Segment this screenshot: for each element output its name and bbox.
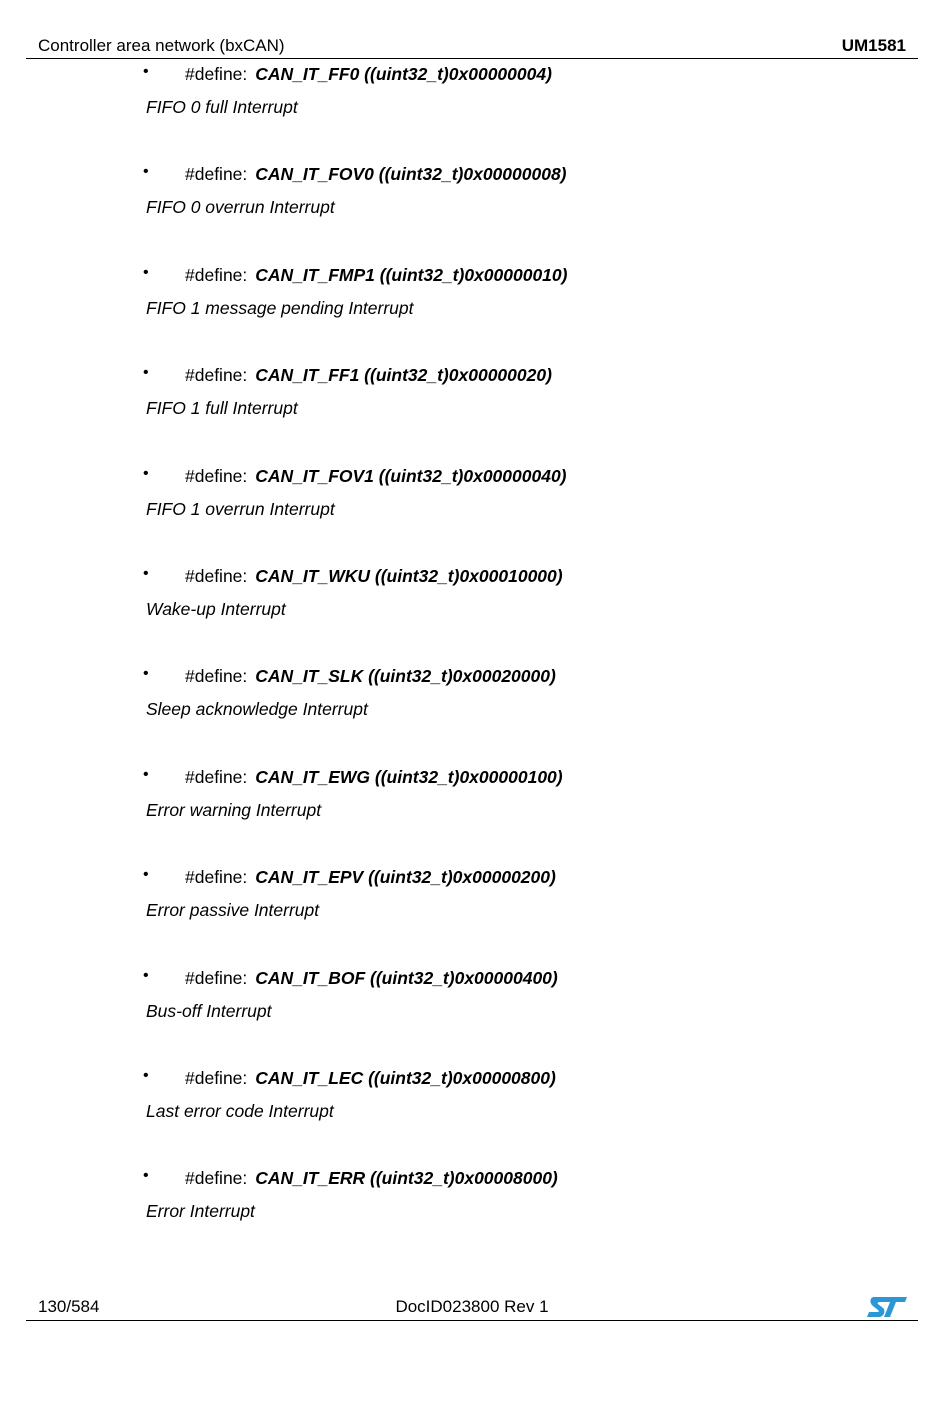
macro-definition: CAN_IT_ERR ((uint32_t)0x00008000) <box>255 1168 558 1189</box>
define-line <box>185 365 552 386</box>
bullet-icon: • <box>143 665 149 683</box>
bullet-icon: • <box>143 63 149 80</box>
page-header <box>26 34 918 59</box>
macro-description: Bus-off Interrupt <box>146 1000 272 1021</box>
page-number: 130/584 <box>38 1297 100 1316</box>
st-logo-icon <box>866 1296 908 1318</box>
define-keyword: #define: <box>185 365 248 386</box>
define-keyword: #define: <box>185 1068 248 1088</box>
macro-description: Error warning Interrupt <box>146 799 322 820</box>
macro-definition: CAN_IT_FF1 ((uint32_t)0x00000020) <box>255 365 552 386</box>
define-entry <box>0 460 950 540</box>
bullet-icon: • <box>143 966 149 984</box>
macro-definition: CAN_IT_FMP1 ((uint32_t)0x00000010) <box>255 264 568 285</box>
macro-definition: CAN_IT_FOV0 ((uint32_t)0x00000008) <box>255 164 567 185</box>
define-entry <box>0 58 950 138</box>
bullet-icon: • <box>143 263 149 281</box>
macro-description: FIFO 0 overrun Interrupt <box>146 197 335 218</box>
define-keyword: #define: <box>185 967 248 988</box>
define-keyword: #define: <box>185 264 248 285</box>
bullet-icon: • <box>143 765 149 783</box>
macro-definition: CAN_IT_FOV1 ((uint32_t)0x00000040) <box>255 465 567 486</box>
define-entry <box>0 861 950 941</box>
macro-description: Sleep acknowledge Interrupt <box>146 699 368 720</box>
define-keyword: #define: <box>185 666 248 687</box>
define-line <box>185 1168 558 1189</box>
define-line <box>185 164 567 185</box>
define-line <box>185 968 558 989</box>
define-keyword: #define: <box>185 566 248 586</box>
define-line <box>185 1068 556 1089</box>
define-entry <box>0 359 950 439</box>
page-footer <box>26 1296 918 1321</box>
define-entry <box>0 158 950 238</box>
macro-description: Error Interrupt <box>146 1201 255 1222</box>
macro-description: Last error code Interrupt <box>146 1101 334 1121</box>
macro-description: Wake-up Interrupt <box>146 599 286 619</box>
define-entry <box>0 259 950 339</box>
define-entry <box>0 962 950 1042</box>
bullet-icon: • <box>143 364 149 382</box>
define-line <box>185 867 556 888</box>
bullet-icon: • <box>143 565 149 582</box>
define-keyword: #define: <box>185 1168 248 1189</box>
section-title: Controller area network (bxCAN) <box>38 36 285 55</box>
define-entry <box>0 761 950 841</box>
macro-definition: CAN_IT_WKU ((uint32_t)0x00010000) <box>255 566 563 586</box>
macro-definition: CAN_IT_SLK ((uint32_t)0x00020000) <box>255 666 556 687</box>
define-line <box>185 64 552 85</box>
document-number: UM1581 <box>841 36 906 55</box>
define-line <box>185 566 563 587</box>
define-entry <box>0 660 950 740</box>
define-keyword: #define: <box>185 766 248 787</box>
define-line <box>185 666 556 687</box>
define-keyword: #define: <box>185 465 248 486</box>
bullet-icon: • <box>143 464 149 482</box>
bullet-icon: • <box>143 1067 149 1084</box>
macro-definition: CAN_IT_EPV ((uint32_t)0x00000200) <box>255 867 556 888</box>
document-id: DocID023800 Rev 1 <box>395 1297 549 1316</box>
define-line <box>185 767 563 788</box>
bullet-icon: • <box>143 866 149 884</box>
bullet-icon: • <box>143 163 149 181</box>
define-line <box>185 265 567 286</box>
define-keyword: #define: <box>185 164 248 185</box>
macro-description: FIFO 1 full Interrupt <box>146 398 298 419</box>
macro-definition: CAN_IT_EWG ((uint32_t)0x00000100) <box>255 766 563 787</box>
define-entry <box>0 1162 950 1242</box>
macro-definition: CAN_IT_FF0 ((uint32_t)0x00000004) <box>255 64 552 84</box>
macro-description: FIFO 1 message pending Interrupt <box>146 297 414 318</box>
define-entry <box>0 560 950 640</box>
define-line <box>185 466 567 487</box>
define-keyword: #define: <box>185 64 248 84</box>
macro-definition: CAN_IT_LEC ((uint32_t)0x00000800) <box>255 1068 556 1088</box>
macro-description: Error passive Interrupt <box>146 900 320 921</box>
bullet-icon: • <box>143 1167 149 1185</box>
macro-definition: CAN_IT_BOF ((uint32_t)0x00000400) <box>255 967 558 988</box>
define-entry <box>0 1062 950 1142</box>
define-keyword: #define: <box>185 867 248 888</box>
macro-description: FIFO 1 overrun Interrupt <box>146 498 335 519</box>
macro-description: FIFO 0 full Interrupt <box>146 97 298 117</box>
